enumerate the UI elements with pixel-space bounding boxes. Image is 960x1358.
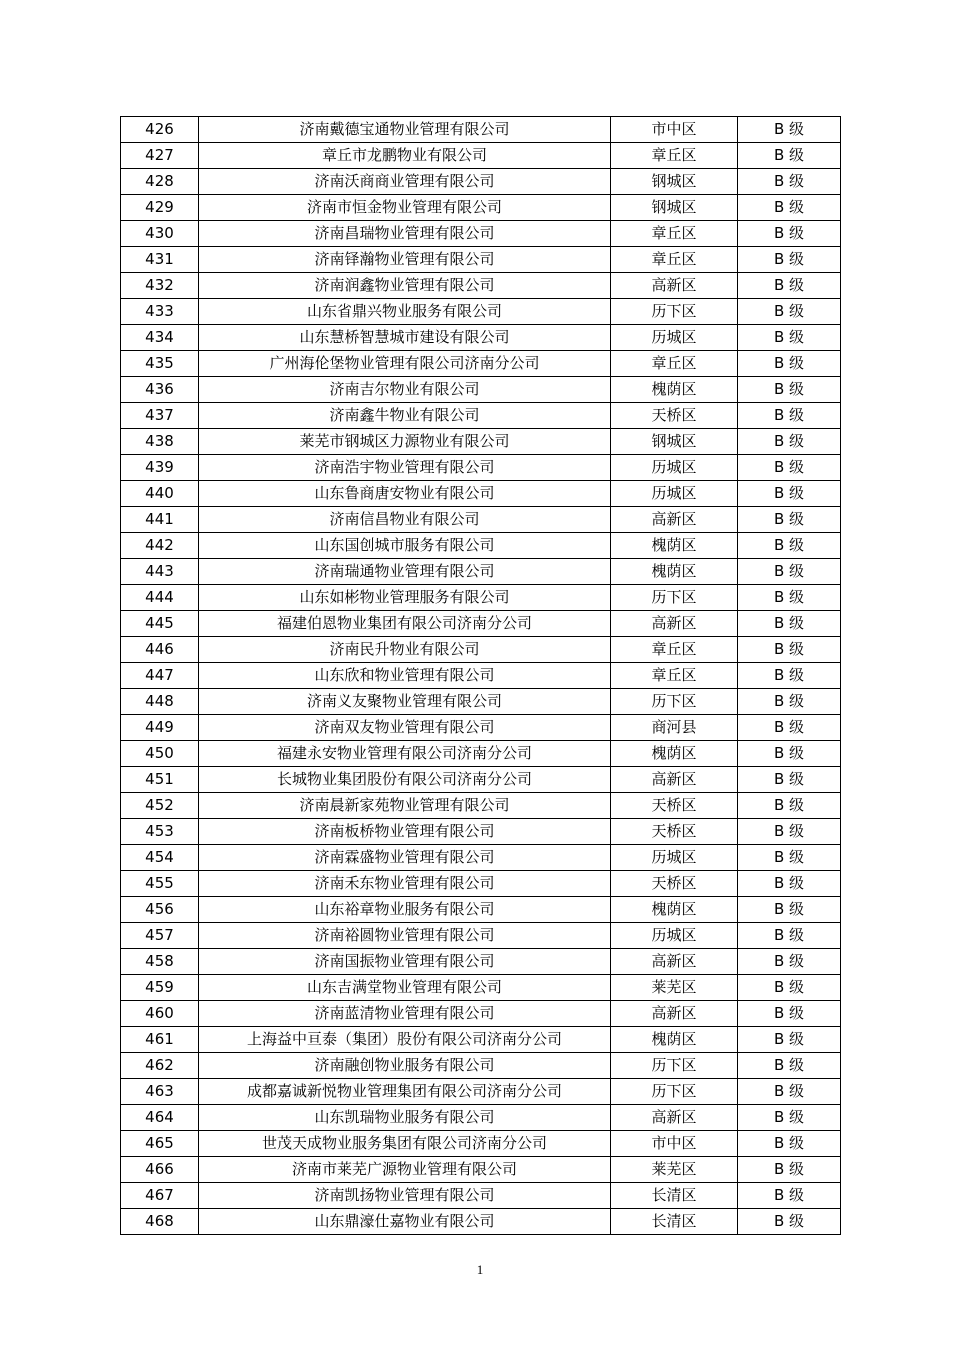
table-row	[121, 429, 841, 455]
company-name-cell: 山东省鼎兴物业服务有限公司	[199, 299, 611, 325]
company-name-cell: 福建永安物业管理有限公司济南分公司	[199, 741, 611, 767]
table-row	[121, 195, 841, 221]
district-cell: 高新区	[611, 949, 738, 975]
district-cell: 章丘区	[611, 637, 738, 663]
row-number-cell: 466	[121, 1157, 199, 1183]
company-name-cell: 山东慧桥智慧城市建设有限公司	[199, 325, 611, 351]
table-row	[121, 741, 841, 767]
grade-cell: B 级	[738, 377, 841, 403]
company-name-cell: 广州海伦堡物业管理有限公司济南分公司	[199, 351, 611, 377]
table-row	[121, 455, 841, 481]
district-cell: 槐荫区	[611, 897, 738, 923]
table-row	[121, 351, 841, 377]
company-name-cell: 长城物业集团股份有限公司济南分公司	[199, 767, 611, 793]
page-number: 1	[476, 1262, 484, 1277]
table-row	[121, 117, 841, 143]
grade-cell: B 级	[738, 1209, 841, 1235]
row-number-cell: 465	[121, 1131, 199, 1157]
grade-cell: B 级	[738, 689, 841, 715]
grade-cell: B 级	[738, 481, 841, 507]
row-number-cell: 446	[121, 637, 199, 663]
district-cell: 历城区	[611, 455, 738, 481]
district-cell: 高新区	[611, 767, 738, 793]
table-row	[121, 377, 841, 403]
table-row	[121, 715, 841, 741]
company-name-cell: 济南融创物业服务有限公司	[199, 1053, 611, 1079]
company-name-cell: 上海益中亘泰（集团）股份有限公司济南分公司	[199, 1027, 611, 1053]
table-row	[121, 221, 841, 247]
district-cell: 长清区	[611, 1209, 738, 1235]
table-body	[121, 117, 841, 1235]
row-number-cell: 462	[121, 1053, 199, 1079]
grade-cell: B 级	[738, 169, 841, 195]
district-cell: 市中区	[611, 1131, 738, 1157]
table-row	[121, 949, 841, 975]
company-name-cell: 济南晨新家苑物业管理有限公司	[199, 793, 611, 819]
table-row	[121, 533, 841, 559]
district-cell: 高新区	[611, 611, 738, 637]
table-row	[121, 169, 841, 195]
district-cell: 钢城区	[611, 195, 738, 221]
company-name-cell: 济南禾东物业管理有限公司	[199, 871, 611, 897]
row-number-cell: 452	[121, 793, 199, 819]
district-cell: 钢城区	[611, 169, 738, 195]
company-name-cell: 济南国振物业管理有限公司	[199, 949, 611, 975]
district-cell: 槐荫区	[611, 377, 738, 403]
grade-cell: B 级	[738, 663, 841, 689]
company-name-cell: 济南铎瀚物业管理有限公司	[199, 247, 611, 273]
company-name-cell: 济南鑫牛物业有限公司	[199, 403, 611, 429]
table-row	[121, 793, 841, 819]
company-name-cell: 济南市恒金物业管理有限公司	[199, 195, 611, 221]
district-cell: 天桥区	[611, 871, 738, 897]
row-number-cell: 445	[121, 611, 199, 637]
district-cell: 历城区	[611, 325, 738, 351]
company-name-cell: 山东吉满堂物业管理有限公司	[199, 975, 611, 1001]
table-row	[121, 819, 841, 845]
company-name-cell: 山东如彬物业管理服务有限公司	[199, 585, 611, 611]
row-number-cell: 458	[121, 949, 199, 975]
company-name-cell: 济南板桥物业管理有限公司	[199, 819, 611, 845]
row-number-cell: 430	[121, 221, 199, 247]
company-name-cell: 济南义友聚物业管理有限公司	[199, 689, 611, 715]
district-cell: 历城区	[611, 481, 738, 507]
row-number-cell: 467	[121, 1183, 199, 1209]
company-name-cell: 济南沃商商业管理有限公司	[199, 169, 611, 195]
grade-cell: B 级	[738, 949, 841, 975]
company-name-cell: 济南民升物业有限公司	[199, 637, 611, 663]
row-number-cell: 427	[121, 143, 199, 169]
grade-cell: B 级	[738, 611, 841, 637]
row-number-cell: 453	[121, 819, 199, 845]
grade-cell: B 级	[738, 1105, 841, 1131]
grade-cell: B 级	[738, 351, 841, 377]
table-row	[121, 325, 841, 351]
district-cell: 历下区	[611, 299, 738, 325]
district-cell: 历下区	[611, 1079, 738, 1105]
grade-cell: B 级	[738, 455, 841, 481]
grade-cell: B 级	[738, 741, 841, 767]
table-row	[121, 403, 841, 429]
grade-cell: B 级	[738, 195, 841, 221]
company-name-cell: 章丘市龙鹏物业有限公司	[199, 143, 611, 169]
grade-cell: B 级	[738, 143, 841, 169]
district-cell: 章丘区	[611, 663, 738, 689]
row-number-cell: 431	[121, 247, 199, 273]
table-row	[121, 585, 841, 611]
row-number-cell: 455	[121, 871, 199, 897]
district-cell: 章丘区	[611, 351, 738, 377]
district-cell: 高新区	[611, 273, 738, 299]
company-name-cell: 成都嘉诚新悦物业管理集团有限公司济南分公司	[199, 1079, 611, 1105]
grade-cell: B 级	[738, 507, 841, 533]
row-number-cell: 443	[121, 559, 199, 585]
row-number-cell: 442	[121, 533, 199, 559]
grade-cell: B 级	[738, 403, 841, 429]
district-cell: 章丘区	[611, 221, 738, 247]
grade-cell: B 级	[738, 325, 841, 351]
grade-cell: B 级	[738, 923, 841, 949]
row-number-cell: 450	[121, 741, 199, 767]
district-cell: 历城区	[611, 845, 738, 871]
row-number-cell: 438	[121, 429, 199, 455]
row-number-cell: 451	[121, 767, 199, 793]
grade-cell: B 级	[738, 871, 841, 897]
grade-cell: B 级	[738, 1053, 841, 1079]
company-name-cell: 世茂天成物业服务集团有限公司济南分公司	[199, 1131, 611, 1157]
row-number-cell: 449	[121, 715, 199, 741]
grade-cell: B 级	[738, 273, 841, 299]
company-name-cell: 济南双友物业管理有限公司	[199, 715, 611, 741]
district-cell: 槐荫区	[611, 559, 738, 585]
district-cell: 高新区	[611, 1105, 738, 1131]
grade-cell: B 级	[738, 975, 841, 1001]
company-name-cell: 山东欣和物业管理有限公司	[199, 663, 611, 689]
table-row	[121, 897, 841, 923]
row-number-cell: 456	[121, 897, 199, 923]
district-cell: 长清区	[611, 1183, 738, 1209]
table-row	[121, 1053, 841, 1079]
row-number-cell: 437	[121, 403, 199, 429]
district-cell: 历下区	[611, 1053, 738, 1079]
row-number-cell: 459	[121, 975, 199, 1001]
company-name-cell: 莱芜市钢城区力源物业有限公司	[199, 429, 611, 455]
table-row	[121, 507, 841, 533]
row-number-cell: 433	[121, 299, 199, 325]
company-name-cell: 济南润鑫物业管理有限公司	[199, 273, 611, 299]
grade-cell: B 级	[738, 637, 841, 663]
grade-cell: B 级	[738, 585, 841, 611]
company-name-cell: 济南昌瑞物业管理有限公司	[199, 221, 611, 247]
table-row	[121, 1157, 841, 1183]
company-name-cell: 济南裕圆物业管理有限公司	[199, 923, 611, 949]
grade-cell: B 级	[738, 429, 841, 455]
grade-cell: B 级	[738, 767, 841, 793]
grade-cell: B 级	[738, 1079, 841, 1105]
company-name-cell: 山东鲁商唐安物业有限公司	[199, 481, 611, 507]
district-cell: 章丘区	[611, 143, 738, 169]
company-name-cell: 济南蓝清物业管理有限公司	[199, 1001, 611, 1027]
company-name-cell: 济南瑞通物业管理有限公司	[199, 559, 611, 585]
table-row	[121, 845, 841, 871]
company-name-cell: 山东凯瑞物业服务有限公司	[199, 1105, 611, 1131]
grade-cell: B 级	[738, 299, 841, 325]
table-row	[121, 663, 841, 689]
row-number-cell: 457	[121, 923, 199, 949]
grade-cell: B 级	[738, 845, 841, 871]
row-number-cell: 463	[121, 1079, 199, 1105]
district-cell: 槐荫区	[611, 741, 738, 767]
table-row	[121, 871, 841, 897]
table-row	[121, 559, 841, 585]
company-name-cell: 山东鼎濠仕嘉物业有限公司	[199, 1209, 611, 1235]
district-cell: 高新区	[611, 1001, 738, 1027]
table-row	[121, 299, 841, 325]
company-name-cell: 山东国创城市服务有限公司	[199, 533, 611, 559]
district-cell: 历下区	[611, 585, 738, 611]
company-name-cell: 福建伯恩物业集团有限公司济南分公司	[199, 611, 611, 637]
table-row	[121, 481, 841, 507]
company-name-cell: 济南戴德宝通物业管理有限公司	[199, 117, 611, 143]
district-cell: 历下区	[611, 689, 738, 715]
row-number-cell: 426	[121, 117, 199, 143]
table-row	[121, 767, 841, 793]
grade-cell: B 级	[738, 247, 841, 273]
company-name-cell: 济南霖盛物业管理有限公司	[199, 845, 611, 871]
row-number-cell: 436	[121, 377, 199, 403]
table-row	[121, 975, 841, 1001]
row-number-cell: 432	[121, 273, 199, 299]
table-row	[121, 1027, 841, 1053]
company-name-cell: 山东裕章物业服务有限公司	[199, 897, 611, 923]
table-row	[121, 247, 841, 273]
row-number-cell: 441	[121, 507, 199, 533]
row-number-cell: 429	[121, 195, 199, 221]
district-cell: 槐荫区	[611, 533, 738, 559]
row-number-cell: 447	[121, 663, 199, 689]
row-number-cell: 464	[121, 1105, 199, 1131]
district-cell: 章丘区	[611, 247, 738, 273]
grade-cell: B 级	[738, 1157, 841, 1183]
district-cell: 莱芜区	[611, 975, 738, 1001]
district-cell: 高新区	[611, 507, 738, 533]
row-number-cell: 460	[121, 1001, 199, 1027]
table-row	[121, 1001, 841, 1027]
table-row	[121, 1079, 841, 1105]
row-number-cell: 468	[121, 1209, 199, 1235]
company-grade-table	[120, 116, 841, 1235]
district-cell: 市中区	[611, 117, 738, 143]
row-number-cell: 434	[121, 325, 199, 351]
company-name-cell: 济南吉尔物业有限公司	[199, 377, 611, 403]
district-cell: 商河县	[611, 715, 738, 741]
grade-cell: B 级	[738, 533, 841, 559]
grade-cell: B 级	[738, 559, 841, 585]
grade-cell: B 级	[738, 117, 841, 143]
grade-cell: B 级	[738, 1183, 841, 1209]
row-number-cell: 439	[121, 455, 199, 481]
table-row	[121, 273, 841, 299]
row-number-cell: 461	[121, 1027, 199, 1053]
grade-cell: B 级	[738, 1027, 841, 1053]
district-cell: 莱芜区	[611, 1157, 738, 1183]
district-cell: 历城区	[611, 923, 738, 949]
row-number-cell: 454	[121, 845, 199, 871]
district-cell: 钢城区	[611, 429, 738, 455]
table-row	[121, 689, 841, 715]
row-number-cell: 435	[121, 351, 199, 377]
row-number-cell: 448	[121, 689, 199, 715]
grade-cell: B 级	[738, 819, 841, 845]
table-row	[121, 611, 841, 637]
row-number-cell: 444	[121, 585, 199, 611]
grade-cell: B 级	[738, 897, 841, 923]
grade-cell: B 级	[738, 221, 841, 247]
table-row	[121, 1209, 841, 1235]
row-number-cell: 440	[121, 481, 199, 507]
table-row	[121, 1183, 841, 1209]
table-row	[121, 923, 841, 949]
company-name-cell: 济南信昌物业有限公司	[199, 507, 611, 533]
grade-cell: B 级	[738, 1131, 841, 1157]
table-row	[121, 1131, 841, 1157]
district-cell: 槐荫区	[611, 1027, 738, 1053]
company-name-cell: 济南浩宇物业管理有限公司	[199, 455, 611, 481]
table-row	[121, 1105, 841, 1131]
grade-cell: B 级	[738, 715, 841, 741]
grade-cell: B 级	[738, 793, 841, 819]
grade-cell: B 级	[738, 1001, 841, 1027]
company-name-cell: 济南凯扬物业管理有限公司	[199, 1183, 611, 1209]
row-number-cell: 428	[121, 169, 199, 195]
district-cell: 天桥区	[611, 819, 738, 845]
district-cell: 天桥区	[611, 793, 738, 819]
district-cell: 天桥区	[611, 403, 738, 429]
table-row	[121, 637, 841, 663]
company-name-cell: 济南市莱芜广源物业管理有限公司	[199, 1157, 611, 1183]
table-row	[121, 143, 841, 169]
